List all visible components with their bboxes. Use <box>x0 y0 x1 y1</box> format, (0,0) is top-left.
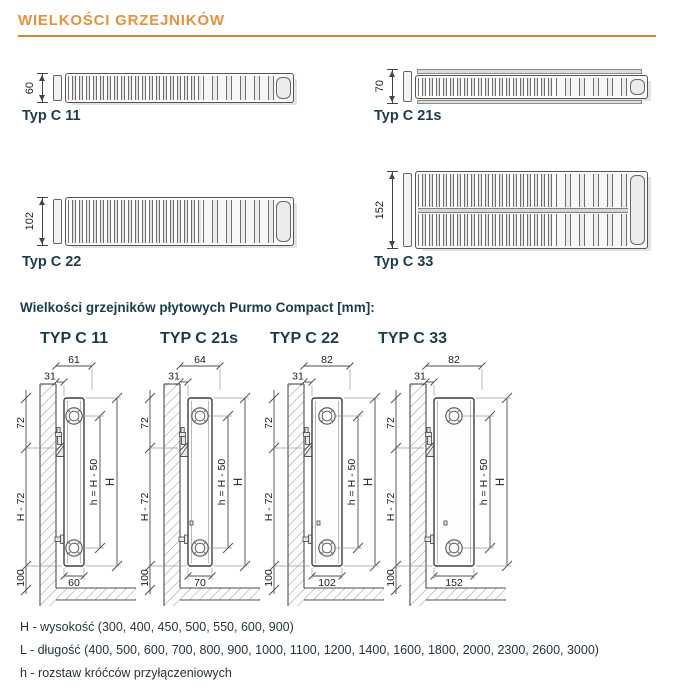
dimension-diagram-c11 <box>14 354 144 608</box>
height-dimension <box>24 197 48 246</box>
end-cap <box>630 175 645 245</box>
radiator-top-view <box>403 171 648 249</box>
fin-pattern <box>68 200 201 243</box>
wall <box>40 384 56 606</box>
end-bracket <box>403 71 412 102</box>
svg-text:102: 102 <box>318 577 336 589</box>
height-dimension <box>24 73 48 103</box>
svg-text:72: 72 <box>139 417 151 429</box>
height-dimension-arrow-icon <box>387 69 398 104</box>
svg-text:H: H <box>363 477 375 487</box>
cross-section-c21s <box>374 69 648 104</box>
top-connection-port <box>319 408 335 424</box>
svg-text:h = H - 50: h = H - 50 <box>478 458 490 506</box>
svg-text:72: 72 <box>385 417 397 429</box>
dimension-radiator-depth <box>431 568 478 589</box>
floor <box>426 588 506 600</box>
svg-text:H - 72: H - 72 <box>15 492 27 522</box>
dimension-diagram-c33 <box>384 354 514 608</box>
bottom-connection-port <box>319 540 335 556</box>
cross-section-label-c21s: Typ C 21s <box>374 108 442 124</box>
radiator-top-view <box>53 73 294 103</box>
svg-text:100: 100 <box>139 569 151 587</box>
fin-pattern <box>418 214 554 247</box>
svg-text:31: 31 <box>292 370 304 383</box>
cross-section-c11 <box>24 73 294 103</box>
svg-text:31: 31 <box>44 370 56 383</box>
dimension-total-depth <box>53 354 96 390</box>
svg-text:h = H - 50: h = H - 50 <box>346 458 358 506</box>
svg-text:H: H <box>233 477 245 487</box>
svg-text:h = H - 50: h = H - 50 <box>88 458 100 506</box>
cross-section-c22 <box>24 197 294 246</box>
svg-text:31: 31 <box>168 370 180 383</box>
height-dimension-arrow-icon <box>37 73 48 103</box>
legend-connection-spacing: h - rozstaw króćców przyłączeniowych <box>20 666 232 680</box>
convector-pattern <box>556 214 628 247</box>
fin-pattern <box>68 76 201 100</box>
svg-text:H: H <box>105 477 117 487</box>
wall-bracket <box>426 428 435 457</box>
page-title: WIELKOŚCI GRZEJNIKÓW <box>18 12 225 29</box>
top-connection-port <box>66 408 82 424</box>
middle-panel-line <box>418 208 628 213</box>
svg-text:h = H - 50: h = H - 50 <box>216 458 228 506</box>
front-panel-line <box>417 69 642 74</box>
convector-pattern <box>556 78 628 96</box>
svg-text:H - 72: H - 72 <box>385 492 397 522</box>
svg-text:72: 72 <box>263 417 275 429</box>
radiator-top-view <box>53 197 294 246</box>
top-connection-port <box>192 408 208 424</box>
convector-pattern <box>203 200 274 243</box>
radiator-panel-stack <box>418 174 628 246</box>
cross-section-label-c22: Typ C 22 <box>22 254 82 270</box>
bottom-connection-port <box>66 540 82 556</box>
svg-text:100: 100 <box>385 569 397 587</box>
svg-text:70: 70 <box>194 577 206 589</box>
fin-pattern <box>418 174 554 207</box>
height-dimension-arrow-icon <box>37 197 48 246</box>
cross-section-c33 <box>374 171 648 249</box>
svg-text:100: 100 <box>15 569 27 587</box>
svg-text:152: 152 <box>445 577 463 589</box>
height-dimension-label: 152 <box>374 200 386 220</box>
radiator-body <box>65 73 294 103</box>
title-underline <box>18 35 656 37</box>
convector-pattern <box>556 174 628 207</box>
wall-bracket <box>180 428 189 457</box>
legend-height: H - wysokość (300, 400, 450, 500, 550, 600, 900) <box>20 620 294 634</box>
fin-pattern <box>418 78 554 96</box>
back-panel-line <box>417 100 642 105</box>
dimension-radiator-depth <box>185 568 216 589</box>
wall-bracket <box>56 428 65 457</box>
radiator-panel-stack <box>415 69 648 104</box>
convector-pattern <box>203 76 274 100</box>
end-cap <box>276 201 291 242</box>
end-bracket <box>403 173 412 247</box>
wall <box>410 384 426 606</box>
wall-bracket <box>304 428 313 457</box>
vent-plug <box>317 521 320 525</box>
bottom-connection-port <box>446 540 462 556</box>
height-dimension-label: 60 <box>24 81 36 95</box>
height-dimension <box>374 69 398 104</box>
cross-section-label-c33: Typ C 33 <box>374 254 434 270</box>
floor <box>56 588 136 600</box>
svg-text:H - 72: H - 72 <box>139 492 151 522</box>
dimension-radiator-depth <box>309 568 346 589</box>
height-dimension-label: 70 <box>374 80 386 93</box>
svg-text:100: 100 <box>263 569 275 587</box>
svg-text:H: H <box>495 477 507 487</box>
section-title: Wielkości grzejników płytowych Purmo Compact [mm]: <box>20 300 375 315</box>
legend-length: L - długość (400, 500, 600, 700, 800, 900, 1000, 1100, 1200, 1400, 1600, 1800, 2000, 2300, 2600, 3000) <box>20 643 599 657</box>
dimension-diagram-c21s <box>138 354 268 608</box>
panel-row-top <box>418 174 628 207</box>
floor <box>180 588 260 600</box>
radiator-top-view <box>403 69 648 104</box>
svg-text:60: 60 <box>68 577 80 589</box>
dimension-total-depth <box>177 354 224 390</box>
wall <box>164 384 180 606</box>
wall <box>288 384 304 606</box>
bottom-connection-port <box>192 540 208 556</box>
svg-text:82: 82 <box>448 354 460 366</box>
dimension-port-spacing <box>83 411 105 553</box>
end-cap <box>276 77 291 99</box>
floor <box>304 588 384 600</box>
diagram-header-c11: TYP C 11 <box>40 330 109 347</box>
cross-section-label-c11: Typ C 11 <box>22 108 81 124</box>
radiator-body <box>65 197 294 246</box>
svg-text:82: 82 <box>321 354 333 366</box>
top-connection-port <box>446 408 462 424</box>
dimension-diagram-c22 <box>262 354 392 608</box>
vent-plug <box>444 521 447 525</box>
vent-plug <box>190 521 193 525</box>
diagram-header-c33: TYP C 33 <box>378 330 448 347</box>
diagram-header-c22: TYP C 22 <box>270 330 340 347</box>
radiator-body <box>415 75 648 99</box>
svg-text:72: 72 <box>15 417 27 429</box>
dimension-radiator-depth <box>61 568 88 589</box>
dimension-total-depth <box>301 354 354 390</box>
height-dimension <box>374 171 398 249</box>
svg-text:31: 31 <box>414 370 426 383</box>
diagram-header-c21s: TYP C 21s <box>160 330 238 347</box>
end-bracket <box>53 75 62 101</box>
panel-row-bottom <box>418 214 628 247</box>
end-cap <box>630 79 645 95</box>
height-dimension-label: 102 <box>24 212 36 231</box>
svg-text:64: 64 <box>194 354 206 366</box>
svg-text:H - 72: H - 72 <box>263 492 275 522</box>
height-dimension-arrow-icon <box>387 171 398 249</box>
end-bracket <box>53 199 62 244</box>
svg-text:61: 61 <box>68 354 80 366</box>
radiator-body <box>415 171 648 249</box>
